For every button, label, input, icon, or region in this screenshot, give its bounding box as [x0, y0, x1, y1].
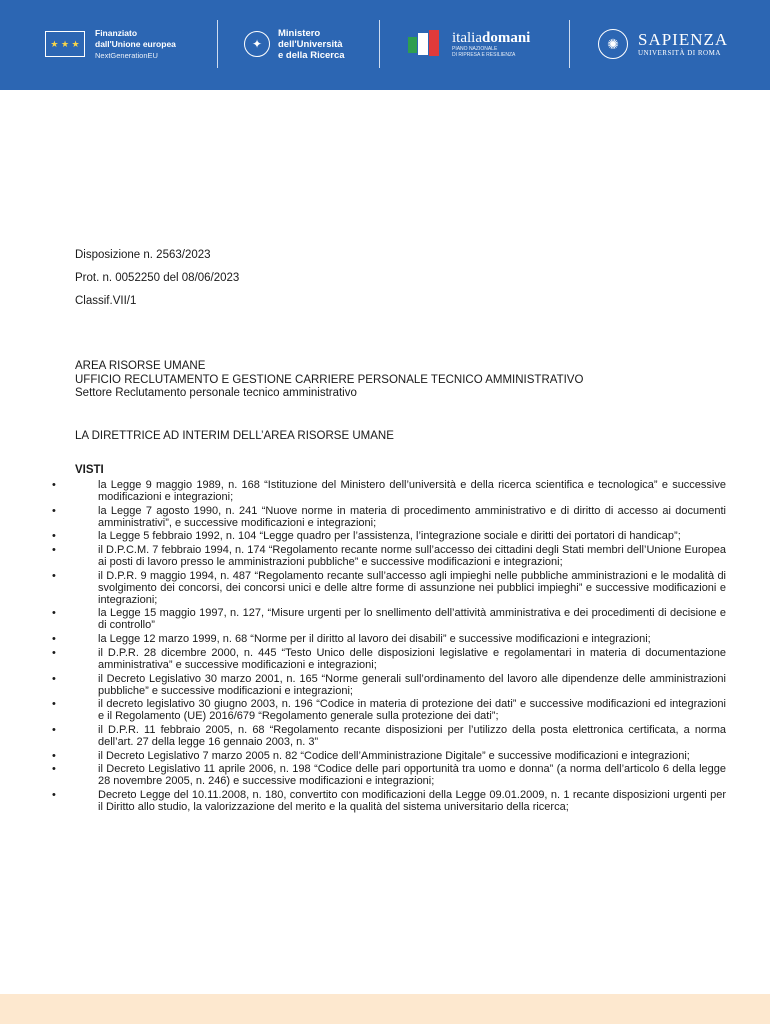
- office-name: UFFICIO RECLUTAMENTO E GESTIONE CARRIERE PERSONALE TECNICO AMMINISTRATIVO: [75, 373, 584, 386]
- italia-flag-icon: [406, 29, 446, 59]
- list-item: • il decreto legislativo 30 giugno 2003, n. 196 “Codice in materia di protezione dei dati” e successive modificazioni ed integrazioni e il Regolamento (UE) 2016/679 “Regolamento generale sulla protezione dei dati”;: [98, 698, 726, 722]
- eu-line3: NextGenerationEU: [95, 50, 158, 60]
- header-divider: [569, 20, 570, 68]
- list-item: • la Legge 7 agosto 1990, n. 241 “Nuove norme in materia di procedimento amministrativo e di diritto di accesso ai documenti amministrativi”, e successive modificazioni e integrazioni;: [98, 505, 726, 529]
- list-item: • il D.P.C.M. 7 febbraio 1994, n. 174 “Regolamento recante norme sull’accesso dei cittadini degli Stati membri dell’Unione Europea ai posti di lavoro presso le amministrazioni pubbliche” e successive modificazioni e integrazioni;: [98, 544, 726, 568]
- list-item: • il D.P.R. 9 maggio 1994, n. 487 “Regolamento recante sull’accesso agli impieghi nelle pubbliche amministrazioni e le modalità di svolgimento dei concorsi, dei concorsi unici e delle altre forme di assunzione nei pubblici impieghi” e successive modificazioni e integrazioni;: [98, 570, 726, 606]
- classification: Classif.VII/1: [75, 295, 137, 307]
- institutional-header: [0, 0, 770, 90]
- disposizione-number: Disposizione n. 2563/2023: [75, 249, 211, 261]
- sector-name: Settore Reclutamento personale tecnico amministrativo: [75, 387, 357, 399]
- italia-brand-bold: domani: [482, 30, 531, 46]
- visti-list: [98, 479, 726, 815]
- header-divider: [217, 20, 218, 68]
- mur-line2: dell'Università: [278, 38, 343, 50]
- sapienza-name: SAPIENZA: [638, 29, 729, 49]
- mur-logo: [244, 22, 345, 66]
- sapienza-logo: [598, 22, 728, 66]
- italiadomani-logo: [406, 22, 530, 66]
- italia-tagline2: DI RIPRESA E RESILIENZA: [452, 52, 516, 58]
- sapienza-seal-icon: ✺: [598, 29, 628, 59]
- office-block: [75, 360, 583, 401]
- list-item: • il Decreto Legislativo 11 aprile 2006, n. 198 “Codice delle pari opportunità tra uomo e donna” (a norma dell’articolo 6 della legge 28 novembre 2005, n. 246) e successive modificazioni e integrazioni;: [98, 763, 726, 787]
- italia-brand-light: italia: [452, 30, 482, 46]
- emblem-icon: ✦: [244, 31, 270, 57]
- list-item: • il D.P.R. 11 febbraio 2005, n. 68 “Regolamento recante disposizioni per l’utilizzo della posta elettronica certificata, a norma dell’art. 27 della legge 16 gennaio 2003, n. 3”: [98, 724, 726, 748]
- mur-line1: Ministero: [278, 27, 321, 39]
- list-item: • la Legge 5 febbraio 1992, n. 104 “Legge quadro per l’assistenza, l’integrazione sociale e diritti dei portatori di handicap”;: [98, 530, 726, 542]
- eu-flag-icon: ★ ★ ★: [45, 31, 85, 57]
- header-divider: [379, 20, 380, 68]
- list-item: • la Legge 12 marzo 1999, n. 68 “Norme per il diritto al lavoro dei disabili” e successive modificazioni e integrazioni;: [98, 633, 726, 645]
- list-item: • la Legge 15 maggio 1997, n. 127, “Misure urgenti per lo snellimento dell’attività amministrativa e dei procedimenti di decisione e di controllo”: [98, 607, 726, 631]
- protocol-number: Prot. n. 0052250 del 08/06/2023: [75, 272, 240, 284]
- sapienza-subtitle: UNIVERSITÀ DI ROMA: [638, 48, 721, 57]
- eu-logo: [45, 22, 176, 66]
- mur-line3: e della Ricerca: [278, 49, 345, 61]
- visti-heading: VISTI: [75, 464, 104, 476]
- list-item: • il Decreto Legislativo 7 marzo 2005 n. 82 “Codice dell’Amministrazione Digitale” e successive modificazioni e integrazioni;: [98, 750, 726, 762]
- eu-line2: dall'Unione europea: [95, 38, 176, 49]
- italia-tagline1: PIANO NAZIONALE: [452, 46, 498, 52]
- list-item: • il Decreto Legislativo 30 marzo 2001, n. 165 “Norme generali sull’ordinamento del lavoro alle dipendenze delle amministrazioni pubbliche” e successive modificazioni e integrazioni;: [98, 673, 726, 697]
- footer-band: [0, 994, 770, 1024]
- list-item: • il D.P.R. 28 dicembre 2000, n. 445 “Testo Unico delle disposizioni legislative e regolamentari in materia di documentazione amministrativa” e successive modificazioni e integrazioni;: [98, 647, 726, 671]
- list-item: • Decreto Legge del 10.11.2008, n. 180, convertito con modificazioni della Legge 09.01.2009, n. 1 recante disposizioni urgenti per il Diritto allo studio, la valorizzazione del merito e la qualità del sistema universitario della ricerca;: [98, 789, 726, 813]
- eu-line1: Finanziato: [95, 27, 138, 38]
- signatory-title: LA DIRETTRICE AD INTERIM DELL’AREA RISORSE UMANE: [75, 430, 394, 442]
- list-item: • la Legge 9 maggio 1989, n. 168 “Istituzione del Ministero dell’università e della ricerca scientifica e tecnologica” e successive modificazioni e integrazioni;: [98, 479, 726, 503]
- area-name: AREA RISORSE UMANE: [75, 360, 206, 372]
